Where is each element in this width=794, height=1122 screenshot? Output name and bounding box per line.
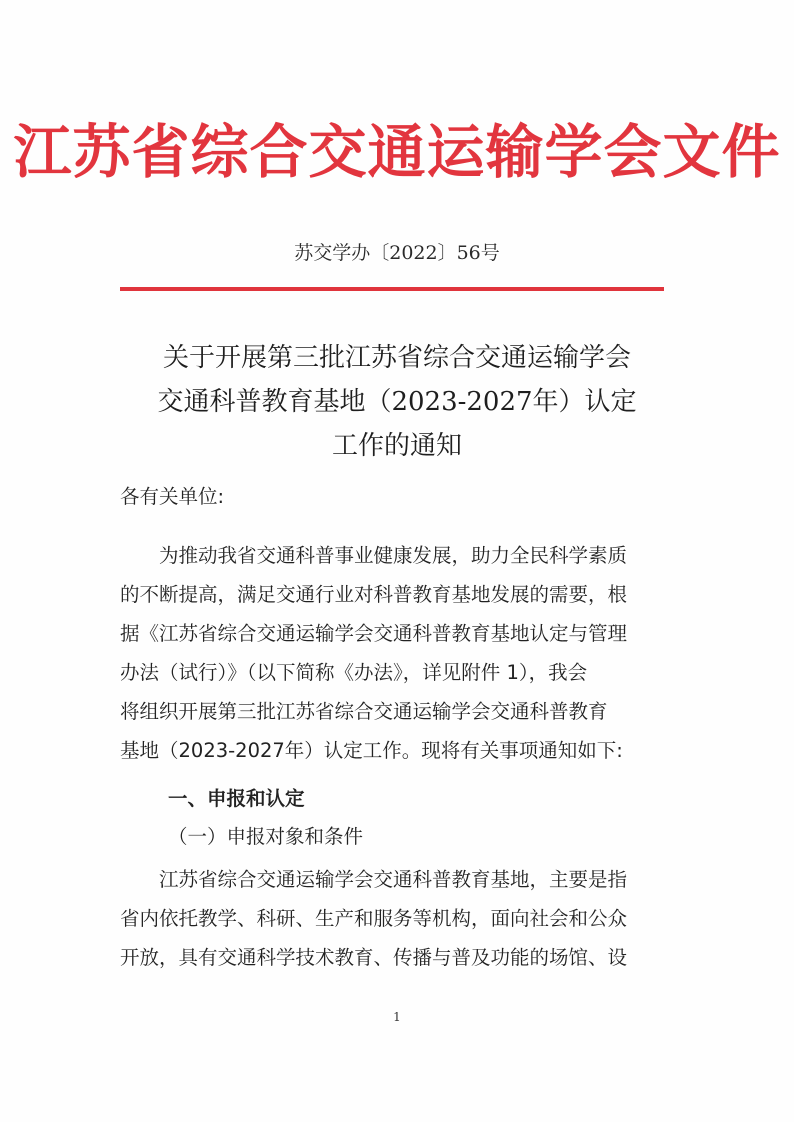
paragraph-line: 开放，具有交通科学技术教育、传播与普及功能的场馆、设 (120, 946, 628, 969)
subsection-heading: （一）申报对象和条件 (168, 825, 364, 848)
masthead-title: 江苏省综合交通运输学会文件 (13, 118, 781, 186)
paragraph-line: 办法（试行）》（以下简称《办法》，详见附件 1），我会 (120, 661, 588, 684)
document-number: 苏交学办〔2022〕56号 (294, 242, 500, 264)
section-paragraph (120, 860, 680, 977)
notice-title-line: 关于开展第三批江苏省综合交通运输学会 (162, 343, 631, 373)
paragraph-line: 省内依托教学、科研、生产和服务等机构，面向社会和公众 (120, 907, 628, 930)
page-number: 1 (393, 1010, 401, 1024)
paragraph-line: 基地（2023-2027年）认定工作。现将有关事项通知如下: (120, 739, 623, 762)
section-heading: 一、申报和认定 (168, 787, 305, 810)
paragraph-line: 将组织开展第三批江苏省综合交通运输学会交通科普教育 (120, 700, 608, 723)
salutation: 各有关单位: (120, 485, 225, 508)
intro-paragraph (120, 536, 680, 770)
paragraph-line: 的不断提高，满足交通行业对科普教育基地发展的需要，根 (120, 583, 628, 606)
red-divider-line (120, 287, 664, 291)
notice-title-line: 工作的通知 (331, 431, 462, 461)
paragraph-line: 为推动我省交通科普事业健康发展，助力全民科学素质 (159, 544, 628, 567)
paragraph-line: 据《江苏省综合交通运输学会交通科普教育基地认定与管理 (120, 622, 628, 645)
notice-title-line: 交通科普教育基地（2023-2027年）认定 (157, 387, 637, 417)
paragraph-line: 江苏省综合交通运输学会交通科普教育基地，主要是指 (159, 868, 628, 891)
notice-title (90, 336, 704, 468)
